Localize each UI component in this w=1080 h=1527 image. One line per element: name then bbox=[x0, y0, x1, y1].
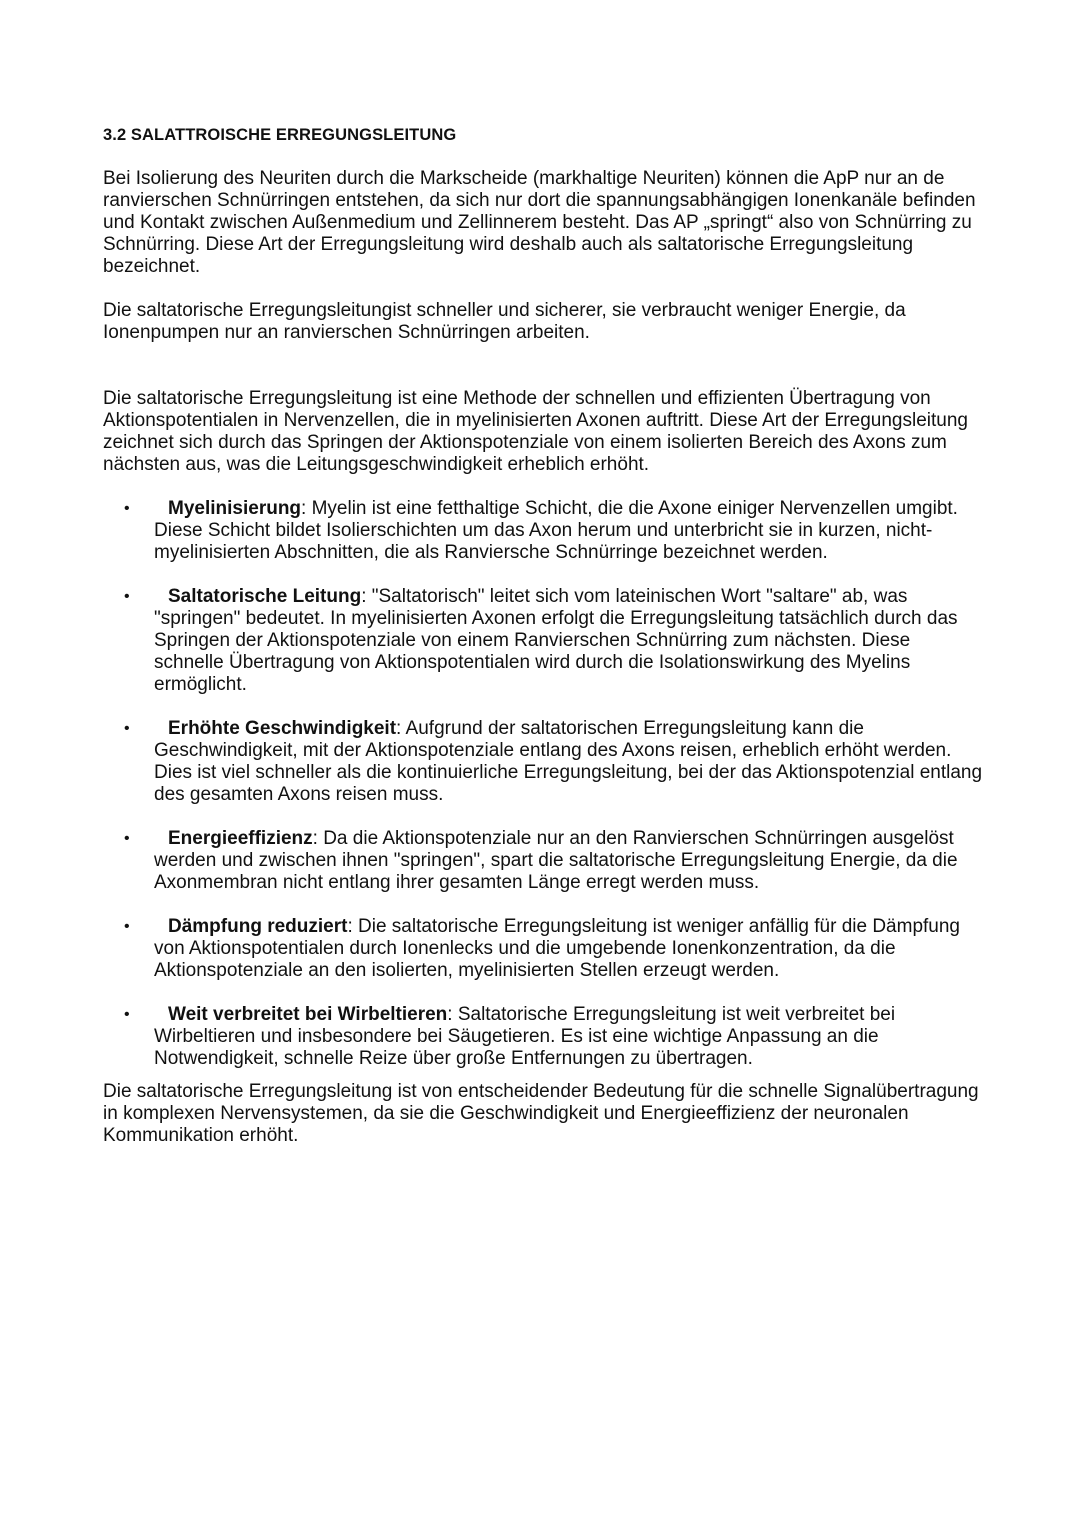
bullet-text: : Myelin ist eine fetthaltige Schicht, die die Axone einiger Nervenzellen umgibt. Diese Schicht bildet Isolierschichten um das Axon herum und unterbricht sie in kurzen, nicht-myelinisierten Abschnitten, die als Ranviersche Schnürringe bezeichnet werden. bbox=[154, 498, 958, 563]
bullet-text: : Die saltatorische Erregungsleitung ist weniger anfällig für die Dämpfung von Aktionspotentialen durch Ionenlecks und die umgebende Ionenkonzentration, da die Aktionspotenziale an den isolierten, myelinisierten Stellen erzeugt werden. bbox=[154, 916, 960, 981]
list-item bbox=[103, 718, 983, 806]
paragraph-definition: Die saltatorische Erregungsleitung ist eine Methode der schnellen und effizienten Übertragung von Aktionspotentialen in Nervenzellen, die in myelinisierten Axonen auftritt. Diese Art der Erregungsleitung zeichnet sich durch das Springen der Aktionspotenziale von einem isolierten Bereich des Axons zum nächsten aus, was die Leitungsgeschwindigkeit erheblich erhöht. bbox=[103, 388, 968, 475]
spacer bbox=[103, 278, 983, 300]
spacer bbox=[103, 344, 983, 388]
paragraph-vorteile: Die saltatorische Erregungsleitungist schneller und sicherer, sie verbraucht weniger Energie, da Ionenpumpen nur an ranvierschen Schnürringen arbeiten. bbox=[103, 300, 906, 343]
bullet-term: Weit verbreitet bei Wirbeltieren bbox=[168, 1004, 448, 1025]
paragraph-conclusion: Die saltatorische Erregungsleitung ist von entscheidender Bedeutung für die schnelle Signalübertragung in komplexen Nervensystemen, da sie die Geschwindigkeit und Energieeffizienz der neuronalen Kommunikation erhöht. bbox=[103, 1081, 979, 1146]
list-item bbox=[103, 1004, 983, 1070]
bullet-term: Erhöhte Geschwindigkeit bbox=[168, 718, 397, 739]
section-heading: 3.2 SALATTROISCHE ERREGUNGSLEITUNG bbox=[103, 126, 457, 144]
bullet-term: Saltatorische Leitung bbox=[168, 586, 362, 607]
bullet-term: Energieeffizienz bbox=[168, 828, 313, 849]
list-item bbox=[103, 586, 983, 696]
bullet-list bbox=[103, 498, 983, 1070]
document-page bbox=[103, 124, 983, 1147]
list-item bbox=[103, 828, 983, 894]
list-item bbox=[103, 916, 983, 982]
bullet-text: : Aufgrund der saltatorischen Erregungsleitung kann die Geschwindigkeit, mit der Aktionspotenziale entlang des Axons reisen, erheblich erhöht werden. Dies ist viel schneller als die kontinuierliche Erregungsleitung, bei der das Aktionspotenzial entlang des gesamten Axons reisen muss. bbox=[154, 718, 983, 805]
bullet-text: : "Saltatorisch" leitet sich vom lateinischen Wort "saltare" ab, was "springen" bedeutet. In myelinisierten Axonen erfolgt die Erregungsleitung tatsächlich durch das Springen der Aktionspotenziale von einem Ranvierschen Schnürring zum nächsten. Diese schnelle Übertragung von Aktionspotentialen wird durch die Isolationswirkung des Myelins ermöglicht. bbox=[154, 586, 958, 695]
bullet-term: Dämpfung reduziert bbox=[168, 916, 348, 937]
bullet-term: Myelinisierung bbox=[168, 498, 302, 519]
bullet-icon: • bbox=[124, 500, 130, 517]
bullet-text: : Saltatorische Erregungsleitung ist weit verbreitet bei Wirbeltieren und insbesondere bei Säugetieren. Es ist eine wichtige Anpassung an die Notwendigkeit, schnelle Reize über große Entfernungen zu übertragen. bbox=[154, 1004, 896, 1069]
bullet-icon: • bbox=[124, 918, 130, 935]
list-item bbox=[103, 498, 983, 564]
bullet-icon: • bbox=[124, 830, 130, 847]
bullet-icon: • bbox=[124, 1006, 130, 1023]
bullet-text: : Da die Aktionspotenziale nur an den Ranvierschen Schnürringen ausgelöst werden und zwischen ihnen "springen", spart die saltatorische Erregungsleitung Energie, da die Axonmembran nicht entlang ihrer gesamten Länge erregt werden muss. bbox=[154, 828, 958, 893]
bullet-icon: • bbox=[124, 588, 130, 605]
bullet-icon: • bbox=[124, 720, 130, 737]
paragraph-markscheide: Bei Isolierung des Neuriten durch die Markscheide (markhaltige Neuriten) können die ApP nur an de ranvierschen Schnürringen entstehen, da sich nur dort die spannungsabhängigen Ionenkanäle befinden und Kontakt zwischen Außenmedium und Zellinnerem besteht. Das AP „springt“ also von Schnürring zu Schnürring. Diese Art der Erregungsleitung wird deshalb auch als saltatorische Erregungsleitung bezeichnet. bbox=[103, 168, 976, 277]
